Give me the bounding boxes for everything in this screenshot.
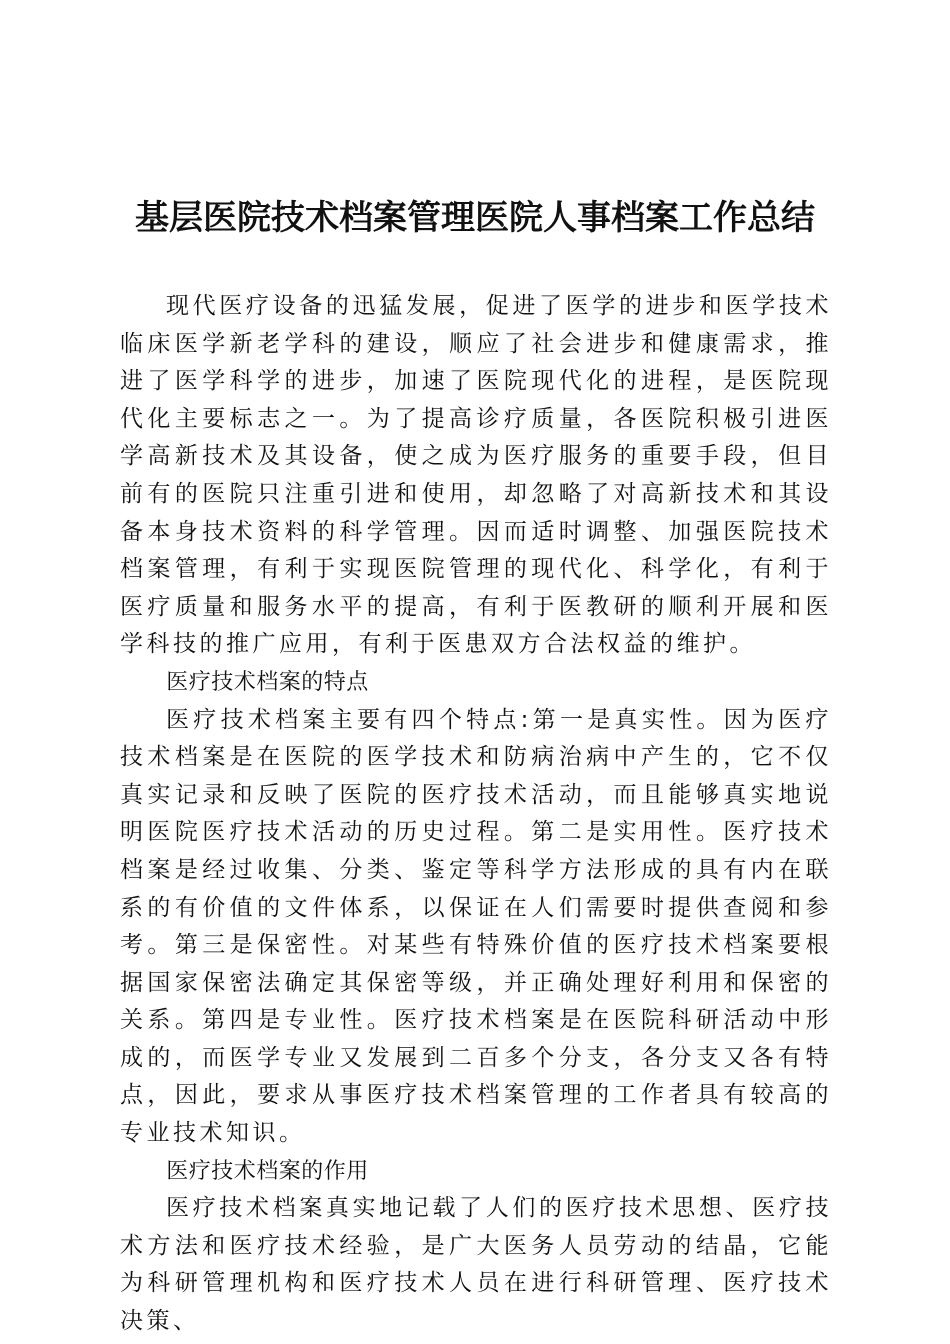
paragraph-features: 医疗技术档案主要有四个特点:第一是真实性。因为医疗技术档案是在医院的医学技术和防病治病中产生的，它不仅真实记录和反映了医院的医疗技术活动，而且能够真实地说明医院医疗技术活动的历史过程。第二是实用性。医疗技术档案是经过收集、分类、鉴定等科学方法形成的具有内在联系的有价值的文件体系，以保证在人们需要时提供查阅和参考。第三是保密性。对某些有特殊价值的医疗技术档案要根据国家保密法确定其保密等级，并正确处理好利用和保密的关系。第四是专业性。医疗技术档案是在医院科研活动中形成的，而医学专业又发展到二百多个分支，各分支又各有特点，因此，要求从事医疗技术档案管理的工作者具有较高的专业技术知识。 [120,706,832,1147]
document-body [120,288,832,1341]
section-heading-role: 医疗技术档案的作用 [166,1158,369,1184]
section-heading-features: 医疗技术档案的特点 [166,669,369,695]
paragraph-role: 医疗技术档案真实地记载了人们的医疗技术思想、医疗技术方法和医疗技术经验，是广大医务人员劳动的结晶，它能为科研管理机构和医疗技术人员在进行科研管理、医疗技术决策、 [120,1195,832,1335]
paragraph-intro: 现代医疗设备的迅猛发展，促进了医学的进步和医学技术临床医学新老学科的建设，顺应了社会进步和健康需求，推进了医学科学的进步，加速了医院现代化的进程，是医院现代化主要标志之一。为了提高诊疗质量，各医院积极引进医学高新技术及其设备，使之成为医疗服务的重要手段，但目前有的医院只注重引进和使用，却忽略了对高新技术和其设备本身技术资料的科学管理。因而适时调整、加强医院技术档案管理，有利于实现医院管理的现代化、科学化，有利于医疗质量和服务水平的提高，有利于医教研的顺利开展和医学科技的推广应用，有利于医患双方合法权益的维护。 [120,293,832,658]
document-title: 基层医院技术档案管理医院人事档案工作总结 [135,198,815,238]
